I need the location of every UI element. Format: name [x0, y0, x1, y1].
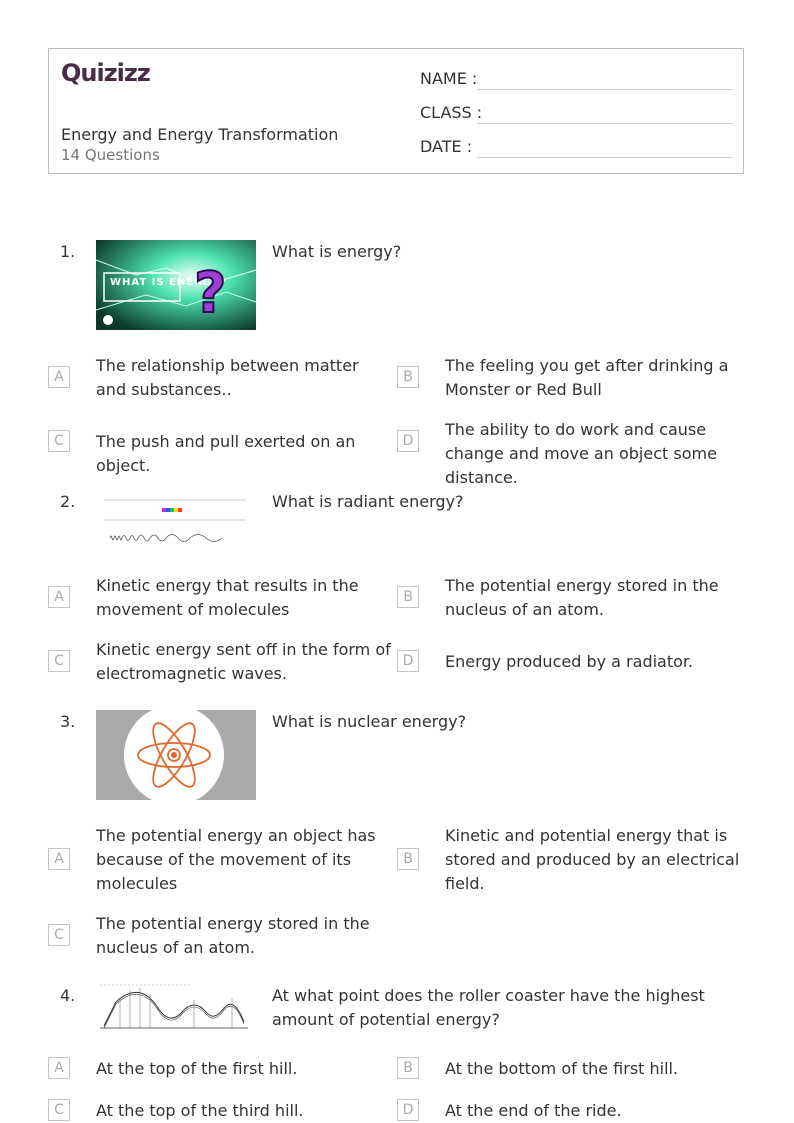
- option-2a-letter[interactable]: A: [48, 586, 70, 608]
- option-4b-text[interactable]: At the bottom of the first hill.: [445, 1059, 679, 1078]
- option-4d-text[interactable]: At the end of the ride.: [445, 1101, 622, 1120]
- question-3-text: What is nuclear energy?: [272, 712, 467, 731]
- option-1d-text[interactable]: The ability to do work and cause change and move an object some distance.: [445, 420, 717, 487]
- option-1c-letter[interactable]: C: [48, 430, 70, 452]
- date-label: DATE :: [420, 137, 473, 156]
- worksheet-header: [48, 48, 744, 174]
- name-label: NAME :: [420, 69, 478, 88]
- question-4-number: 4.: [60, 986, 76, 1005]
- option-2c-text[interactable]: Kinetic energy sent off in the form of electromagnetic waves.: [96, 640, 391, 683]
- question-2-text: What is radiant energy?: [272, 492, 464, 511]
- electromagnetic-spectrum-image: [96, 490, 256, 580]
- svg-text:WHAT IS ENERGY?: WHAT IS ENERGY?: [110, 277, 227, 288]
- option-3a-letter[interactable]: A: [48, 848, 70, 870]
- question-1-text: What is energy?: [272, 242, 402, 261]
- quizizz-logo: [61, 59, 153, 91]
- option-4c-text[interactable]: At the top of the third hill.: [96, 1101, 304, 1120]
- option-3c-text[interactable]: The potential energy stored in the nucleus of an atom.: [96, 914, 370, 957]
- option-1b-text[interactable]: The feeling you get after drinking a Monster or Red Bull: [445, 356, 729, 399]
- option-4d-letter[interactable]: D: [397, 1099, 419, 1121]
- option-4a-letter[interactable]: A: [48, 1057, 70, 1079]
- option-1a-letter[interactable]: A: [48, 366, 70, 388]
- svg-text:Quizizz: Quizizz: [61, 59, 150, 87]
- option-3b-text[interactable]: Kinetic and potential energy that is stored and produced by an electrical field.: [445, 826, 740, 893]
- worksheet-title: Energy and Energy Transformation: [61, 125, 339, 144]
- option-2b-letter[interactable]: B: [397, 586, 419, 608]
- option-2d-letter[interactable]: D: [397, 650, 419, 672]
- what-is-energy-image: [96, 240, 256, 330]
- option-3c-letter[interactable]: C: [48, 924, 70, 946]
- option-2d-text[interactable]: Energy produced by a radiator.: [445, 652, 694, 671]
- date-line[interactable]: [477, 157, 733, 158]
- option-1c-text[interactable]: The push and pull exerted on an object.: [96, 432, 356, 475]
- svg-text:?: ?: [194, 261, 227, 326]
- name-line[interactable]: [477, 89, 733, 90]
- option-4c-letter[interactable]: C: [48, 1099, 70, 1121]
- option-1d-letter[interactable]: D: [397, 430, 419, 452]
- question-1-number: 1.: [60, 242, 76, 261]
- roller-coaster-image: [96, 982, 256, 1032]
- class-line[interactable]: [477, 123, 733, 124]
- option-1a-text[interactable]: The relationship between matter and substances..: [96, 356, 359, 399]
- option-4b-letter[interactable]: B: [397, 1057, 419, 1079]
- question-4-text: At what point does the roller coaster have the highest amount of potential energy?: [272, 986, 705, 1029]
- class-label: CLASS :: [420, 103, 483, 122]
- option-1b-letter[interactable]: B: [397, 366, 419, 388]
- option-2c-letter[interactable]: C: [48, 650, 70, 672]
- question-3-number: 3.: [60, 712, 76, 731]
- option-3a-text[interactable]: The potential energy an object has because of the movement of its molecules: [96, 826, 376, 893]
- atom-image: [96, 710, 256, 800]
- question-count: 14 Questions: [61, 146, 160, 164]
- option-2b-text[interactable]: The potential energy stored in the nucleus of an atom.: [445, 576, 719, 619]
- option-2a-text[interactable]: Kinetic energy that results in the movement of molecules: [96, 576, 359, 619]
- option-3b-letter[interactable]: B: [397, 848, 419, 870]
- option-4a-text[interactable]: At the top of the first hill.: [96, 1059, 298, 1078]
- question-2-number: 2.: [60, 492, 76, 511]
